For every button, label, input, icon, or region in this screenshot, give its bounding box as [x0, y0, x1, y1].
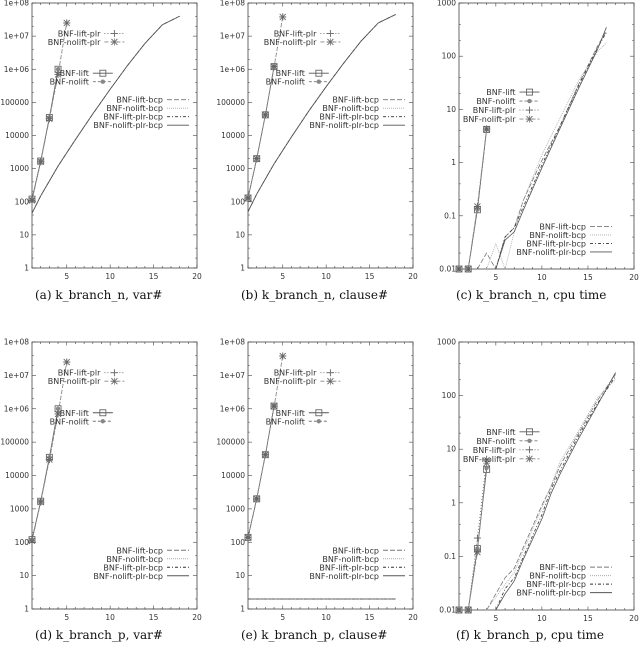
legend-label: BNF-lift-plr: [273, 368, 317, 378]
y-tick-label: 10: [19, 230, 29, 240]
series-bnf-lift-plr: [29, 19, 71, 203]
y-tick-label: 100: [14, 537, 29, 547]
legend-label: BNF-nolift-bcp: [529, 230, 586, 240]
series-bnf-lift-plr: [456, 125, 491, 272]
y-tick-label: 1e+06: [3, 64, 29, 74]
y-tick-label: 1000: [436, 337, 456, 347]
y-tick-label: 100: [441, 391, 456, 401]
y-tick-label: 1: [240, 604, 245, 614]
chart-f: [426, 325, 640, 625]
legend-label: BNF-lift-plr-bcp: [103, 112, 163, 122]
legend-label: BNF-lift: [275, 69, 305, 79]
y-tick-label: 1: [24, 263, 29, 273]
y-tick-label: 1000: [225, 164, 245, 174]
x-tick-label: 10: [105, 272, 115, 281]
legend-label: BNF-nolift-plr: [462, 115, 516, 125]
legend-label: BNF-lift-plr-bcp: [526, 239, 586, 249]
legend-label: BNF-nolift: [49, 417, 89, 427]
legend-label: BNF-nolift-bcp: [106, 554, 163, 564]
y-tick-label: 0.1: [444, 211, 456, 221]
legend-label: BNF-lift-bcp: [116, 95, 163, 105]
y-tick-label: 1e+07: [3, 31, 29, 41]
legend-label: BNF-nolift: [265, 417, 305, 427]
panel-f: [426, 325, 640, 647]
caption-f: (f) k_branch_p, cpu time: [456, 628, 605, 642]
x-tick-label: 20: [408, 272, 418, 281]
legend-label: BNF-lift-bcp: [332, 95, 379, 105]
series-bnf-nolift: [457, 127, 489, 271]
legend-label: BNF-nolift-bcp: [529, 571, 586, 581]
x-tick-label: 5: [64, 613, 70, 622]
y-tick-label: 1e+07: [219, 370, 245, 380]
y-tick-label: 100: [441, 51, 456, 61]
legend-label: BNF-lift-plr: [273, 29, 317, 39]
y-tick-label: 10000: [5, 131, 29, 140]
x-tick-label: 20: [408, 613, 418, 622]
caption-d: (d) k_branch_p, var#: [35, 628, 163, 642]
panel-c: [426, 0, 640, 320]
y-tick-label: 1e+08: [3, 0, 29, 8]
legend: [264, 369, 405, 581]
legend-label: BNF-lift-plr: [57, 368, 101, 378]
y-tick-label: 1000: [9, 504, 29, 514]
panel-b: [213, 0, 426, 320]
legend: [463, 88, 612, 257]
y-tick-label: 1000: [436, 0, 456, 8]
legend: [48, 29, 189, 130]
panel-d: [0, 325, 213, 647]
y-tick-label: 10: [235, 571, 245, 581]
series-bnf-nolift-plr: [29, 19, 71, 203]
x-tick-label: 5: [280, 613, 286, 622]
y-tick-label: 1: [24, 604, 29, 614]
y-tick-label: 1e+08: [3, 337, 29, 347]
y-tick-label: 0.01: [439, 605, 456, 615]
legend: [48, 369, 189, 581]
legend-label: BNF-lift-plr-bcp: [103, 563, 163, 573]
legend-label: BNF-lift-plr-bcp: [526, 580, 586, 590]
x-tick-label: 20: [629, 273, 639, 282]
x-tick-label: 15: [583, 614, 593, 623]
x-tick-label: 5: [493, 614, 499, 623]
legend-label: BNF-lift: [486, 427, 516, 437]
panel-e: [213, 325, 426, 647]
x-tick-label: 10: [321, 272, 331, 281]
legend-label: BNF-nolift-plr: [263, 377, 317, 387]
x-tick-label: 15: [148, 613, 159, 622]
panel-a: [0, 0, 213, 320]
legend-label: BNF-nolift-plr-bcp: [93, 121, 163, 131]
x-tick-label: 15: [148, 272, 159, 281]
x-tick-label: 20: [629, 614, 639, 623]
x-tick-label: 5: [64, 272, 70, 281]
y-tick-label: 100: [230, 537, 245, 547]
legend-label: BNF-nolift-plr-bcp: [309, 571, 379, 581]
y-tick-label: 100: [14, 197, 29, 207]
y-tick-label: 1000: [9, 164, 29, 174]
y-tick-label: 1e+08: [219, 0, 245, 8]
chart-d: [0, 325, 213, 625]
x-tick-label: 20: [192, 613, 202, 622]
x-tick-label: 15: [364, 613, 375, 622]
legend-label: BNF-nolift-bcp: [322, 104, 379, 114]
y-tick-label: 1e+07: [3, 370, 29, 380]
legend-label: BNF-nolift-bcp: [322, 554, 379, 564]
legend-label: BNF-lift-bcp: [332, 546, 379, 556]
y-tick-label: 100000: [216, 437, 245, 447]
legend-label: BNF-nolift: [476, 436, 516, 446]
legend-label: BNF-lift-plr-bcp: [319, 112, 379, 122]
y-tick-label: 1: [451, 498, 456, 508]
y-tick-label: 1e+07: [219, 31, 245, 41]
y-tick-label: 1e+06: [219, 404, 245, 414]
legend-label: BNF-lift-plr: [57, 29, 101, 39]
y-tick-label: 1000: [225, 504, 245, 514]
x-tick-label: 10: [321, 613, 331, 622]
series-bnf-nolift-plr: [29, 359, 71, 545]
y-tick-label: 10: [235, 230, 245, 240]
y-tick-label: 10: [446, 444, 456, 454]
y-tick-label: 0.01: [439, 264, 456, 274]
legend-label: BNF-lift-bcp: [539, 222, 586, 232]
legend-label: BNF-lift-plr: [472, 445, 516, 455]
legend-label: BNF-lift-bcp: [539, 563, 586, 573]
y-tick-label: 100: [230, 197, 245, 207]
legend-label: BNF-lift-plr: [472, 106, 516, 116]
caption-c: (c) k_branch_n, cpu time: [456, 288, 607, 302]
y-tick-label: 100000: [0, 437, 29, 447]
x-tick-label: 5: [280, 272, 286, 281]
caption-e: (e) k_branch_p, clause#: [241, 628, 388, 642]
legend-label: BNF-nolift: [49, 77, 89, 87]
legend-label: BNF-lift-plr-bcp: [319, 563, 379, 573]
legend-label: BNF-lift: [59, 69, 89, 79]
x-tick-label: 20: [192, 272, 202, 281]
y-tick-label: 1e+08: [219, 337, 245, 347]
y-tick-label: 10: [19, 571, 29, 581]
x-tick-label: 10: [537, 273, 547, 282]
legend-label: BNF-lift-bcp: [116, 546, 163, 556]
y-tick-label: 1e+06: [219, 64, 245, 74]
y-tick-label: 10000: [5, 471, 29, 480]
legend-label: BNF-nolift-plr: [47, 37, 101, 47]
caption-a: (a) k_branch_n, var#: [35, 288, 163, 302]
y-tick-label: 0.1: [444, 551, 456, 561]
legend-label: BNF-nolift-bcp: [106, 104, 163, 114]
y-tick-label: 1: [451, 158, 456, 168]
chart-b: [213, 0, 426, 300]
x-tick-label: 10: [537, 614, 547, 623]
chart-e: [213, 325, 426, 625]
legend-label: BNF-nolift: [265, 77, 305, 87]
y-tick-label: 10000: [221, 471, 245, 480]
legend-label: BNF-lift: [275, 408, 305, 418]
x-tick-label: 15: [364, 272, 375, 281]
legend-label: BNF-nolift-plr-bcp: [309, 121, 379, 131]
y-tick-label: 1: [240, 263, 245, 273]
y-tick-label: 100000: [0, 97, 29, 107]
legend-label: BNF-nolift-plr-bcp: [516, 588, 586, 598]
caption-b: (b) k_branch_n, clause#: [241, 288, 388, 302]
legend-label: BNF-nolift-plr: [263, 37, 317, 47]
y-tick-label: 100000: [216, 97, 245, 107]
legend-label: BNF-nolift-plr: [47, 377, 101, 387]
y-tick-label: 10000: [221, 131, 245, 140]
series-bnf-nolift-plr: [456, 125, 491, 272]
y-tick-label: 10: [446, 104, 456, 114]
legend: [463, 428, 612, 598]
x-tick-label: 5: [493, 273, 499, 282]
chart-a: [0, 0, 213, 300]
x-tick-label: 15: [583, 273, 593, 282]
legend-label: BNF-nolift-plr-bcp: [516, 247, 586, 257]
legend-label: BNF-lift: [486, 88, 516, 98]
series-bnf-lift-plr: [29, 359, 71, 545]
legend-label: BNF-nolift: [476, 97, 516, 107]
legend: [264, 29, 405, 130]
y-tick-label: 1e+06: [3, 404, 29, 414]
x-tick-label: 10: [105, 613, 115, 622]
legend-label: BNF-lift: [59, 408, 89, 418]
legend-label: BNF-nolift-plr: [462, 454, 516, 464]
legend-label: BNF-nolift-plr-bcp: [93, 571, 163, 581]
chart-c: [426, 0, 640, 300]
